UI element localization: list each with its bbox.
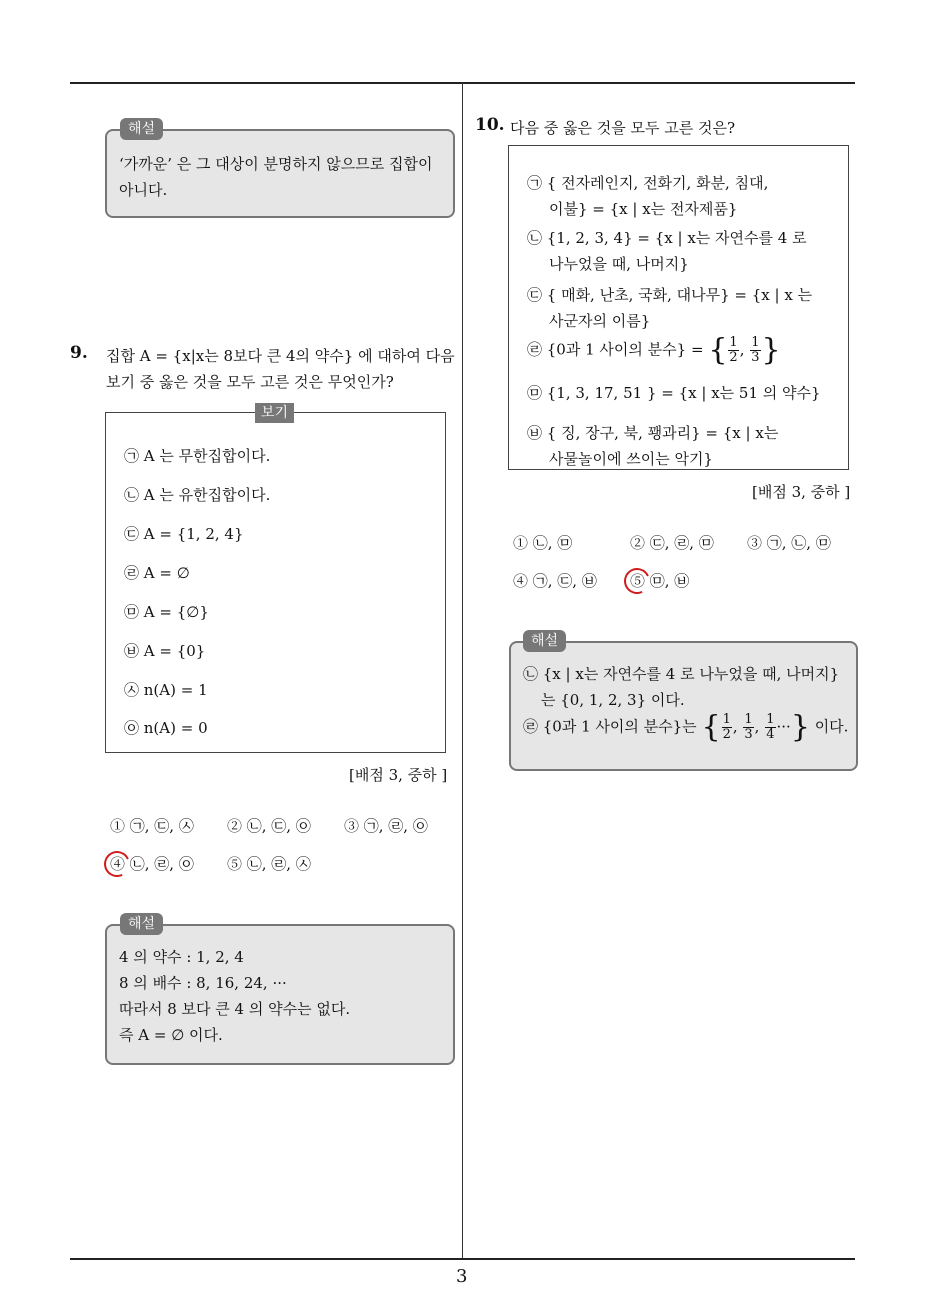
- bogi-item: ㉦ n(A) = 1: [124, 681, 208, 699]
- ellipsis: ···: [776, 717, 791, 736]
- brace-close: }: [761, 332, 781, 368]
- choice-2[interactable]: ② ㉢, ㉣, ㉤: [630, 534, 714, 552]
- solution-line: 즉 A = ∅ 이다.: [119, 1026, 223, 1044]
- solution-tag: 해설: [523, 630, 566, 652]
- bogi-item: ㉠ A 는 무한집합이다.: [124, 447, 271, 465]
- solution-line: ‘가까운’ 은 그 대상이 분명하지 않으므로 집합이: [119, 155, 433, 173]
- solution-line: 4 의 약수 : 1, 2, 4: [119, 948, 244, 966]
- choice-1[interactable]: ① ㉠, ㉢, ㉦: [110, 817, 194, 835]
- question-9-stem: 집합 A = {x|x는 8보다 큰 4의 약수} 에 대하여 다음: [106, 347, 455, 365]
- solution-line: 는 {0, 1, 2, 3} 이다.: [541, 691, 685, 709]
- question-10-stem: 다음 중 옳은 것을 모두 고른 것은?: [510, 119, 736, 137]
- solution-box-prev: [105, 129, 455, 218]
- solution-line: 8 의 배수 : 8, 16, 24, ···: [119, 974, 287, 992]
- option-line: 이불} = {x | x는 전자제품}: [549, 200, 738, 218]
- question-10-number: 10.: [475, 115, 505, 135]
- option-line: ㉢ { 매화, 난초, 국화, 대나무} = {x | x 는: [527, 286, 813, 304]
- page-number: 3: [456, 1266, 468, 1287]
- solution-line: ㉡ {x | x는 자연수를 4 로 나누었을 때, 나머지}: [523, 665, 840, 683]
- option-line: 나누었을 때, 나머지}: [549, 255, 689, 273]
- solution-tag: 해설: [120, 118, 163, 140]
- fraction: $\frac{1}{3}$: [744, 712, 753, 742]
- option-line: ㉥ { 징, 장구, 북, 꽹과리} = {x | x는: [527, 424, 779, 442]
- choice-3[interactable]: ③ ㉠, ㉣, ㉧: [344, 817, 428, 835]
- solution-line: 아니다.: [119, 181, 168, 199]
- solution-text: 이다.: [814, 717, 849, 736]
- fraction: $\frac{1}{3}$: [751, 335, 760, 365]
- question-9-stem: 보기 중 옳은 것을 모두 고른 것은 무엇인가?: [106, 373, 394, 391]
- choice-4[interactable]: ④ ㉠, ㉢, ㉥: [513, 572, 597, 590]
- option-line: 사물놀이에 쓰이는 악기}: [549, 450, 713, 468]
- solution-tag: 해설: [120, 913, 163, 935]
- brace-open: {: [708, 332, 728, 368]
- bogi-item: ㉡ A 는 유한집합이다.: [124, 486, 271, 504]
- question-9-bogi-box: [105, 412, 446, 753]
- question-9-number: 9.: [70, 343, 88, 363]
- choice-5[interactable]: ⑤ ㉤, ㉥: [630, 572, 690, 590]
- bogi-item: ㉧ n(A) = 0: [124, 719, 208, 737]
- bogi-item: ㉥ A = {0}: [124, 642, 206, 660]
- choice-4[interactable]: ④ ㉡, ㉣, ㉧: [110, 855, 194, 873]
- question-10-score: [배점 3, 중하 ]: [752, 483, 851, 501]
- solution-line-fraction: ㉣ {0과 1 사이의 분수}는 { $\frac{1}{2}$ , $\frac{1}{3}$ , $\frac{1}{4}$ ···} 이다.: [523, 709, 849, 745]
- fraction: $\frac{1}{2}$: [722, 712, 731, 742]
- solution-text: ㉣ {0과 1 사이의 분수}는: [523, 717, 697, 736]
- option-line: ㉤ {1, 3, 17, 51 } = {x | x는 51 의 약수}: [527, 384, 821, 402]
- option-text: ㉣ {0과 1 사이의 분수} =: [527, 340, 704, 359]
- option-line: ㉠ { 전자레인지, 전화기, 화분, 침대,: [527, 174, 769, 192]
- solution-line: 따라서 8 보다 큰 4 의 약수는 없다.: [119, 1000, 351, 1018]
- choice-2[interactable]: ② ㉡, ㉢, ㉧: [227, 817, 311, 835]
- brace-close: }: [790, 709, 810, 745]
- choice-5[interactable]: ⑤ ㉡, ㉣, ㉦: [227, 855, 311, 873]
- option-line: ㉡ {1, 2, 3, 4} = {x | x는 자연수를 4 로: [527, 229, 807, 247]
- choice-1[interactable]: ① ㉡, ㉤: [513, 534, 573, 552]
- bogi-item: ㉤ A = {∅}: [124, 603, 209, 621]
- bogi-item: ㉣ A = ∅: [124, 564, 190, 582]
- question-10-options-box: [508, 145, 849, 470]
- choice-3[interactable]: ③ ㉠, ㉡, ㉤: [747, 534, 831, 552]
- fraction: $\frac{1}{2}$: [729, 335, 738, 365]
- brace-open: {: [701, 709, 721, 745]
- bogi-item: ㉢ A = {1, 2, 4}: [124, 525, 244, 543]
- bogi-tag: 보기: [255, 403, 294, 423]
- option-line: 사군자의 이름}: [549, 312, 651, 330]
- fraction: $\frac{1}{4}$: [766, 712, 775, 742]
- column-divider: [462, 82, 463, 1258]
- option-line-fraction: ㉣ {0과 1 사이의 분수} = { $\frac{1}{2}$ , $\frac{1}{3}$ }: [527, 332, 781, 368]
- question-9-score: [배점 3, 중하 ]: [349, 766, 448, 784]
- bottom-rule: [70, 1258, 855, 1260]
- question-9-solution-box: [105, 924, 455, 1065]
- question-10-solution-box: [509, 641, 858, 771]
